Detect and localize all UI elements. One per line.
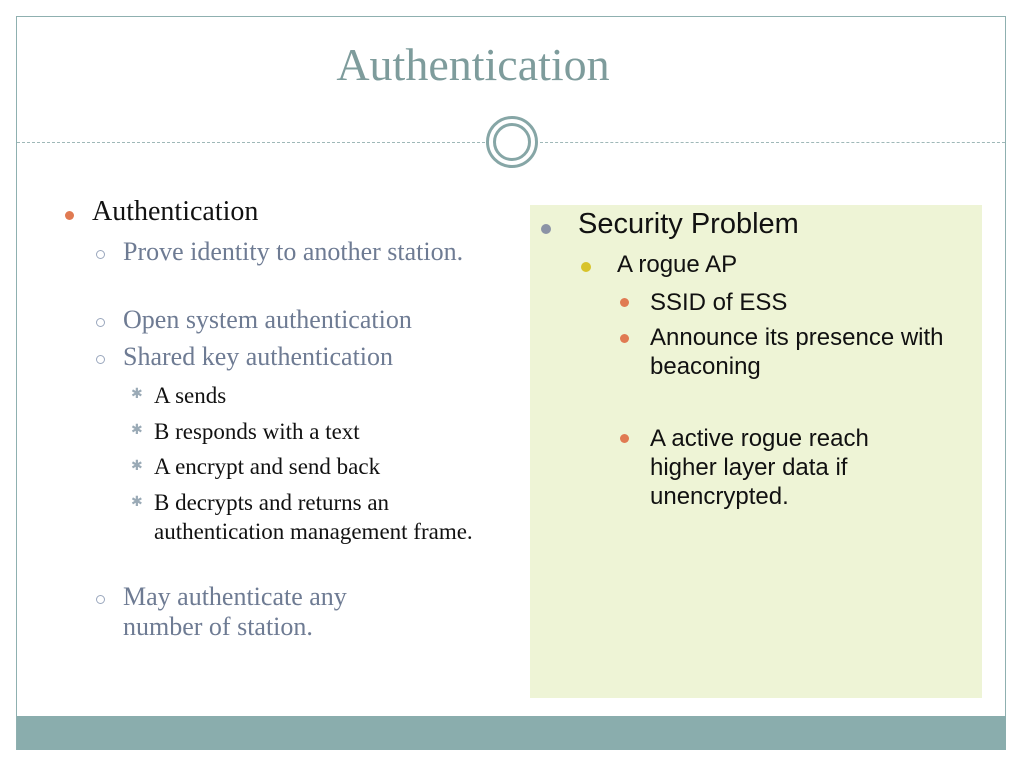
star-bullet-icon: ✱: [131, 422, 143, 438]
right-detail-1: SSID of ESS: [650, 289, 788, 316]
left-point-1: Prove identity to another station.: [123, 237, 464, 266]
star-bullet-icon: ✱: [131, 458, 143, 474]
right-detail-3: A active rogue reach higher layer data if unencrypted.: [650, 425, 869, 510]
step-1: A sends: [154, 383, 227, 408]
title-divider-left: [17, 142, 485, 143]
right-detail-2: Announce its presence with beaconing: [650, 324, 944, 380]
left-point-3: Shared key authentication: [123, 342, 394, 371]
hollow-circle-bullet-icon: [96, 250, 105, 259]
hollow-circle-bullet-icon: [96, 318, 105, 327]
level2-bullet-icon: [581, 262, 591, 272]
hollow-circle-bullet-icon: [96, 595, 105, 604]
slide-title: Authentication: [336, 39, 610, 90]
level3-bullet-icon: [620, 334, 629, 343]
level1-bullet-icon: [541, 224, 551, 234]
star-bullet-icon: ✱: [131, 494, 143, 510]
left-point-4: May authenticate any number of station.: [123, 582, 347, 641]
left-point-2: Open system authentication: [123, 305, 412, 334]
step-2: B responds with a text: [154, 419, 360, 444]
level1-bullet-icon: [65, 211, 74, 220]
right-heading: Security Problem: [578, 208, 799, 240]
step-3: A encrypt and send back: [154, 454, 381, 479]
step-4: B decrypts and returns an authentication management frame.: [154, 490, 473, 544]
title-divider-right: [540, 142, 1005, 143]
star-bullet-icon: ✱: [131, 386, 143, 402]
level3-bullet-icon: [620, 298, 629, 307]
level3-bullet-icon: [620, 434, 629, 443]
right-subheading: A rogue AP: [617, 251, 738, 278]
left-heading: Authentication: [92, 196, 259, 227]
double-ring-icon: [486, 116, 538, 168]
footer-accent-bar: [17, 716, 1006, 750]
hollow-circle-bullet-icon: [96, 355, 105, 364]
